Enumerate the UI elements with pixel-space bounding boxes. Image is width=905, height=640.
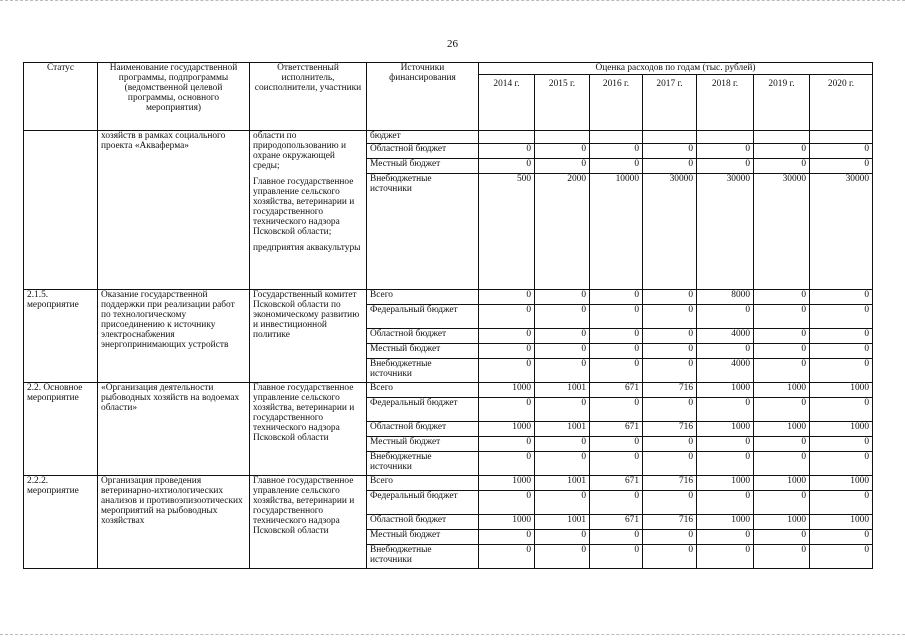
- row-source: Внебюджетные источники: [367, 359, 479, 383]
- row-source: Областной бюджет: [367, 422, 479, 437]
- row-value: 0: [590, 359, 643, 383]
- row-source: Федеральный бюджет: [367, 398, 479, 422]
- row-value: 0: [754, 359, 810, 383]
- header-year: 2019 г.: [754, 75, 810, 131]
- row-value: 0: [535, 144, 590, 159]
- row-value: 0: [754, 290, 810, 305]
- row-value: 1000: [697, 515, 754, 530]
- row-value: 0: [590, 398, 643, 422]
- row-value: [643, 131, 697, 144]
- row-value: 0: [810, 344, 873, 359]
- row-value: 0: [697, 344, 754, 359]
- row-value: [810, 131, 873, 144]
- row-value: 1000: [479, 383, 535, 398]
- row-value: 0: [810, 530, 873, 545]
- row-source: Внебюджетные источники: [367, 174, 479, 290]
- row-value: 0: [643, 159, 697, 174]
- row-value: 671: [590, 515, 643, 530]
- row-value: 0: [754, 491, 810, 515]
- row-value: 0: [810, 144, 873, 159]
- row-value: 30000: [810, 174, 873, 290]
- row-value: 0: [590, 159, 643, 174]
- row-source: Федеральный бюджет: [367, 305, 479, 329]
- header-year: 2016 г.: [590, 75, 643, 131]
- row-value: 0: [643, 452, 697, 476]
- row-value: 0: [810, 159, 873, 174]
- row-value: 671: [590, 422, 643, 437]
- row-value: 0: [590, 452, 643, 476]
- row-value: 0: [590, 530, 643, 545]
- row-status: 2.2.2. мероприятие: [24, 476, 98, 569]
- row-source: Областной бюджет: [367, 144, 479, 159]
- row-value: 0: [697, 159, 754, 174]
- row-value: 1000: [810, 383, 873, 398]
- row-value: 0: [643, 290, 697, 305]
- row-value: 0: [479, 530, 535, 545]
- row-value: 0: [535, 545, 590, 569]
- row-value: 0: [754, 437, 810, 452]
- header-year: 2018 г.: [697, 75, 754, 131]
- row-value: 0: [479, 344, 535, 359]
- row-source: Местный бюджет: [367, 344, 479, 359]
- row-value: 30000: [643, 174, 697, 290]
- executor-part: области по природопользованию и охране окружающей среды;: [253, 131, 347, 171]
- row-value: 30000: [697, 174, 754, 290]
- row-source: Местный бюджет: [367, 159, 479, 174]
- row-value: 1000: [754, 422, 810, 437]
- header-status: Статус: [24, 63, 98, 131]
- row-value: 0: [590, 491, 643, 515]
- row-value: 0: [479, 290, 535, 305]
- row-value: 0: [697, 305, 754, 329]
- row-executor: Государственный комитет Псковской области по экономическому развитию и инвестиционной политике: [250, 290, 367, 383]
- row-value: 10000: [590, 174, 643, 290]
- row-value: 0: [479, 329, 535, 344]
- executor-part: предприятия аквакультуры: [253, 243, 361, 253]
- row-value: 1000: [697, 476, 754, 491]
- row-value: 1000: [479, 515, 535, 530]
- row-value: 671: [590, 476, 643, 491]
- row-value: 0: [754, 305, 810, 329]
- row-value: [590, 131, 643, 144]
- row-value: 0: [754, 144, 810, 159]
- row-value: 0: [535, 344, 590, 359]
- row-value: 1000: [810, 422, 873, 437]
- row-value: 0: [535, 530, 590, 545]
- row-value: 1000: [754, 383, 810, 398]
- row-value: 1000: [479, 422, 535, 437]
- row-source: Внебюджетные источники: [367, 545, 479, 569]
- row-value: 0: [810, 491, 873, 515]
- row-value: 0: [697, 452, 754, 476]
- row-value: 0: [479, 359, 535, 383]
- budget-table: [23, 62, 873, 569]
- row-value: 0: [479, 437, 535, 452]
- row-value: 1000: [697, 422, 754, 437]
- row-value: 0: [590, 290, 643, 305]
- row-value: 716: [643, 515, 697, 530]
- row-value: 0: [590, 344, 643, 359]
- row-status: [24, 131, 98, 290]
- row-source: Областной бюджет: [367, 515, 479, 530]
- header-year: 2017 г.: [643, 75, 697, 131]
- row-value: 0: [697, 144, 754, 159]
- row-source: Областной бюджет: [367, 329, 479, 344]
- row-value: 1000: [810, 476, 873, 491]
- header-name: Наименование государственной программы, подпрограммы (ведомственной целевой программы, основного мероприятия): [98, 63, 250, 131]
- row-value: 0: [810, 329, 873, 344]
- row-value: 0: [697, 545, 754, 569]
- row-value: 0: [535, 491, 590, 515]
- row-value: 716: [643, 476, 697, 491]
- row-value: 0: [643, 305, 697, 329]
- row-value: 0: [643, 530, 697, 545]
- row-value: 0: [535, 329, 590, 344]
- row-value: 0: [643, 491, 697, 515]
- row-value: 0: [754, 530, 810, 545]
- header-year: 2015 г.: [535, 75, 590, 131]
- row-value: 0: [810, 359, 873, 383]
- row-value: 0: [810, 398, 873, 422]
- row-value: 0: [643, 398, 697, 422]
- row-value: 0: [754, 159, 810, 174]
- row-value: 0: [643, 329, 697, 344]
- row-value: 671: [590, 383, 643, 398]
- row-source: Местный бюджет: [367, 437, 479, 452]
- row-source: Внебюджетные источники: [367, 452, 479, 476]
- row-value: 0: [479, 159, 535, 174]
- row-value: 0: [810, 452, 873, 476]
- row-source: Всего: [367, 383, 479, 398]
- row-value: 0: [590, 545, 643, 569]
- row-value: 0: [754, 344, 810, 359]
- row-value: 716: [643, 383, 697, 398]
- row-value: 0: [479, 305, 535, 329]
- row-value: 0: [643, 437, 697, 452]
- header-year: 2014 г.: [479, 75, 535, 131]
- table-row: [24, 131, 873, 144]
- row-executor: Главное государственное управление сельского хозяйства, ветеринарии и государственного технического надзора Псковской области: [250, 383, 367, 476]
- row-value: 0: [643, 344, 697, 359]
- row-value: 1001: [535, 422, 590, 437]
- row-value: 1000: [479, 476, 535, 491]
- row-value: [535, 131, 590, 144]
- row-value: 0: [535, 398, 590, 422]
- row-value: 0: [535, 159, 590, 174]
- row-source: Всего: [367, 290, 479, 305]
- page-edge-bottom: [0, 634, 905, 637]
- row-value: 0: [810, 290, 873, 305]
- row-value: 1001: [535, 515, 590, 530]
- header-estimate: Оценка расходов по годам (тыс. рублей): [479, 63, 873, 75]
- row-value: 500: [479, 174, 535, 290]
- row-status: 2.2. Основное мероприятие: [24, 383, 98, 476]
- header-source: Источники финансирования: [367, 63, 479, 131]
- row-value: 0: [590, 329, 643, 344]
- row-value: 0: [643, 545, 697, 569]
- row-source: Федеральный бюджет: [367, 491, 479, 515]
- row-name: Оказание государственной поддержки при реализации работ по технологическому присоединению к источнику электроснабжения энергопринимающих устройств: [98, 290, 250, 383]
- row-value: 0: [643, 144, 697, 159]
- row-value: 0: [479, 144, 535, 159]
- table-row: [24, 476, 873, 491]
- row-value: 0: [535, 359, 590, 383]
- table-row: [24, 383, 873, 398]
- row-value: 0: [643, 359, 697, 383]
- row-value: 0: [810, 305, 873, 329]
- row-value: [697, 131, 754, 144]
- header-year: 2020 г.: [810, 75, 873, 131]
- table-header: [24, 63, 873, 131]
- row-value: [754, 131, 810, 144]
- row-value: 716: [643, 422, 697, 437]
- row-value: 0: [590, 437, 643, 452]
- row-name: хозяйств в рамках социального проекта «Аквaферма»: [98, 131, 250, 290]
- row-value: 0: [535, 290, 590, 305]
- row-value: 0: [754, 452, 810, 476]
- row-value: 8000: [697, 290, 754, 305]
- row-name: Организация проведения ветеринарно-ихтиологических анализов и противоэпизоотических мероприятий на рыбоводных хозяйствах: [98, 476, 250, 569]
- row-value: 0: [810, 545, 873, 569]
- row-value: 0: [479, 398, 535, 422]
- table-row: [24, 290, 873, 305]
- page-number: 26: [447, 38, 458, 50]
- row-source: Местный бюджет: [367, 530, 479, 545]
- row-value: 0: [754, 398, 810, 422]
- row-value: 1001: [535, 383, 590, 398]
- row-value: 0: [479, 452, 535, 476]
- row-value: 0: [590, 305, 643, 329]
- row-value: 0: [697, 398, 754, 422]
- row-value: 0: [535, 437, 590, 452]
- row-value: 0: [697, 491, 754, 515]
- row-executor: [250, 131, 367, 290]
- page-edge-top: [0, 0, 905, 3]
- row-value: 2000: [535, 174, 590, 290]
- row-source: Всего: [367, 476, 479, 491]
- row-name: «Организация деятельности рыбоводных хозяйств на водоемах области»: [98, 383, 250, 476]
- row-value: 0: [697, 530, 754, 545]
- row-value: 4000: [697, 329, 754, 344]
- row-value: 0: [810, 437, 873, 452]
- row-source: бюджет: [367, 131, 479, 144]
- row-value: 1000: [754, 515, 810, 530]
- row-value: 1001: [535, 476, 590, 491]
- row-executor: Главное государственное управление сельского хозяйства, ветеринарии и государственного технического надзора Псковской области: [250, 476, 367, 569]
- row-value: 0: [535, 305, 590, 329]
- row-status: 2.1.5. мероприятие: [24, 290, 98, 383]
- row-value: 4000: [697, 359, 754, 383]
- row-value: 0: [697, 437, 754, 452]
- row-value: 0: [535, 452, 590, 476]
- row-value: 0: [590, 144, 643, 159]
- row-value: 0: [754, 329, 810, 344]
- row-value: 30000: [754, 174, 810, 290]
- header-executor: Ответственный исполнитель, соисполнители, участники: [250, 63, 367, 131]
- row-value: 1000: [754, 476, 810, 491]
- row-value: 0: [479, 491, 535, 515]
- row-value: 1000: [697, 383, 754, 398]
- row-value: 1000: [810, 515, 873, 530]
- row-value: [479, 131, 535, 144]
- row-value: 0: [479, 545, 535, 569]
- executor-part: Главное государственное управление сельского хозяйства, ветеринарии и государственного технического надзора Псковской области;: [253, 177, 355, 237]
- row-value: 0: [754, 545, 810, 569]
